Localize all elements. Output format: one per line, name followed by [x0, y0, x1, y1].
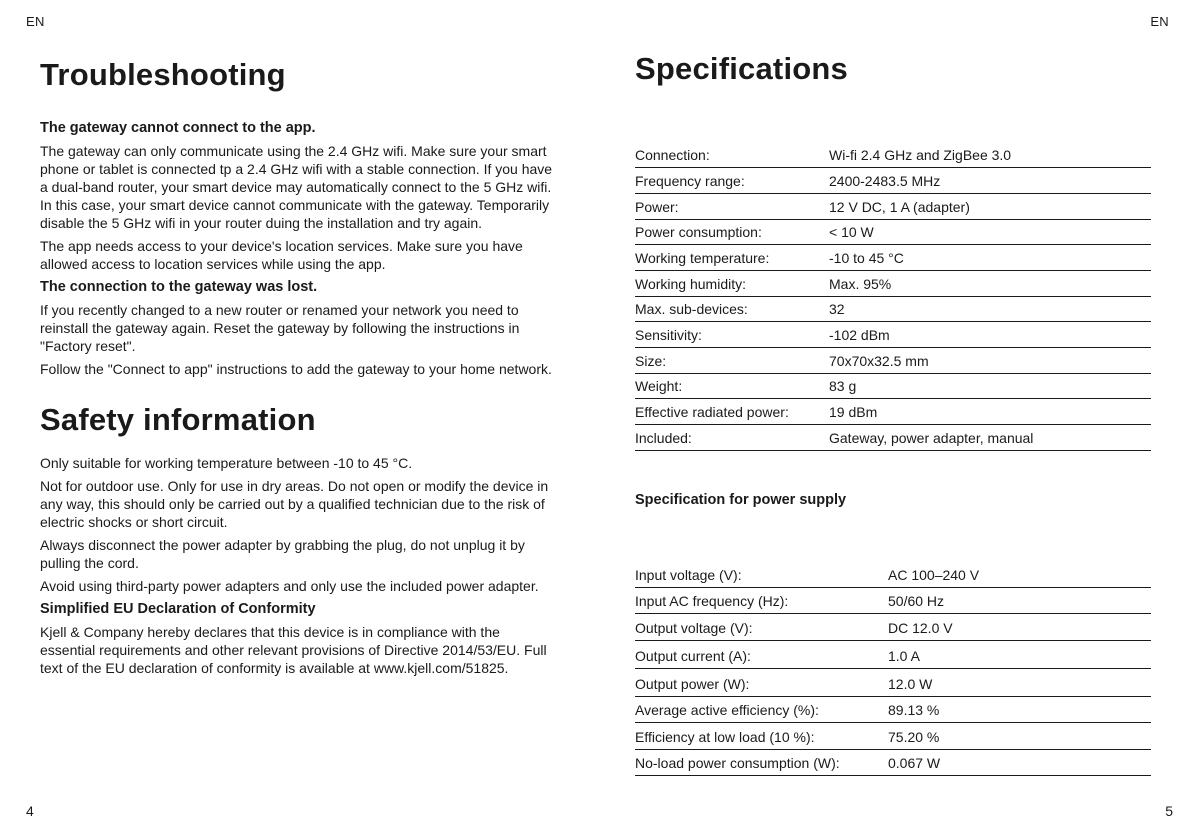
psu-value: DC 12.0 V	[888, 614, 1151, 641]
psu-value: 12.0 W	[888, 668, 1151, 696]
spec-value: < 10 W	[829, 219, 1151, 245]
psu-label: Output power (W):	[635, 668, 888, 696]
spec-value: 70x70x32.5 mm	[829, 348, 1151, 374]
psu-label: No-load power consumption (W):	[635, 749, 888, 776]
psu-label: Input AC frequency (Hz):	[635, 587, 888, 614]
table-row	[635, 373, 1151, 399]
table-row	[635, 322, 1151, 348]
spec-label: Power:	[635, 193, 829, 219]
psu-value: AC 100–240 V	[888, 561, 1151, 588]
spec-value: -10 to 45 °C	[829, 245, 1151, 271]
specifications-table	[635, 142, 1151, 451]
table-row	[635, 587, 1151, 614]
spec-label: Power consumption:	[635, 219, 829, 245]
specifications-title: Specifications	[635, 51, 848, 86]
table-row	[635, 696, 1151, 723]
table-row	[635, 348, 1151, 374]
table-row	[635, 614, 1151, 641]
psu-label: Average active efficiency (%):	[635, 696, 888, 723]
psu-value: 75.20 %	[888, 723, 1151, 750]
psu-label: Output current (A):	[635, 640, 888, 668]
table-row	[635, 219, 1151, 245]
spec-label: Connection:	[635, 142, 829, 168]
table-row	[635, 193, 1151, 219]
eu-declaration-text: Kjell & Company hereby declares that this device is in compliance with the essential requirements and other relevant provisions of Directive 2014/53/EU. Full text of the EU declaration of conformity is available at www.kjell.com/51825.	[40, 624, 547, 676]
spec-value: 83 g	[829, 373, 1151, 399]
spec-label: Max. sub-devices:	[635, 296, 829, 322]
spec-value: 2400-2483.5 MHz	[829, 168, 1151, 194]
page-number-left: 4	[26, 803, 34, 819]
safety-paragraph-1: Only suitable for working temperature between -10 to 45 °C.	[40, 455, 413, 471]
table-row	[635, 723, 1151, 750]
spec-label: Frequency range:	[635, 168, 829, 194]
spec-label: Working temperature:	[635, 245, 829, 271]
spec-value: 19 dBm	[829, 399, 1151, 425]
table-row	[635, 640, 1151, 668]
power-supply-heading: Specification for power supply	[635, 491, 847, 508]
spec-label: Weight:	[635, 373, 829, 399]
spec-label: Size:	[635, 348, 829, 374]
spec-value: 32	[829, 296, 1151, 322]
spec-value: Gateway, power adapter, manual	[829, 425, 1151, 451]
spec-label: Sensitivity:	[635, 322, 829, 348]
eu-declaration-heading: Simplified EU Declaration of Conformity	[40, 601, 316, 617]
table-row	[635, 270, 1151, 296]
psu-value: 89.13 %	[888, 696, 1151, 723]
language-code-right: EN	[1150, 14, 1169, 29]
spec-value: Wi-fi 2.4 GHz and ZigBee 3.0	[829, 142, 1151, 168]
left-page	[40, 56, 556, 682]
psu-label: Efficiency at low load (10 %):	[635, 723, 888, 750]
connection-lost-heading: The connection to the gateway was lost.	[40, 279, 318, 295]
connection-lost-paragraph-1: If you recently changed to a new router or renamed your network you need to reinstall the gateway again. Reset the gateway by following the instructions in "Factory reset".	[40, 302, 520, 354]
psu-label: Input voltage (V):	[635, 561, 888, 588]
language-code-left: EN	[26, 14, 45, 29]
spec-label: Included:	[635, 425, 829, 451]
spec-label: Effective radiated power:	[635, 399, 829, 425]
table-row	[635, 142, 1151, 168]
cannot-connect-paragraph-2: The app needs access to your device's location services. Make sure you have allowed access to location services while using the app.	[40, 238, 523, 272]
table-row	[635, 296, 1151, 322]
table-row	[635, 749, 1151, 776]
psu-label: Output voltage (V):	[635, 614, 888, 641]
safety-paragraph-3: Always disconnect the power adapter by grabbing the plug, do not unplug it by pulling the cord.	[40, 537, 525, 571]
power-supply-table	[635, 561, 1151, 777]
psu-value: 50/60 Hz	[888, 587, 1151, 614]
spec-value: 12 V DC, 1 A (adapter)	[829, 193, 1151, 219]
psu-value: 1.0 A	[888, 640, 1151, 668]
safety-paragraph-2: Not for outdoor use. Only for use in dry areas. Do not open or modify the device in any way, this should only be carried out by a qualified technician due to the risk of electric shocks or short circuit.	[40, 478, 549, 530]
table-row	[635, 399, 1151, 425]
table-row	[635, 168, 1151, 194]
table-row	[635, 561, 1151, 588]
psu-value: 0.067 W	[888, 749, 1151, 776]
spec-label: Working humidity:	[635, 270, 829, 296]
right-page	[635, 50, 1151, 776]
page-number-right: 5	[1165, 803, 1173, 819]
cannot-connect-heading: The gateway cannot connect to the app.	[40, 120, 316, 136]
spec-value: Max. 95%	[829, 270, 1151, 296]
connection-lost-paragraph-2: Follow the "Connect to app" instructions to add the gateway to your home network.	[40, 361, 552, 377]
safety-paragraph-4: Avoid using third-party power adapters and only use the included power adapter.	[40, 578, 539, 594]
spec-value: -102 dBm	[829, 322, 1151, 348]
cannot-connect-paragraph-1: The gateway can only communicate using the 2.4 GHz wifi. Make sure your smart phone or tablet is connected tp a 2.4 GHz wifi with a stable connection. If you have a dual-band router, your smart device may automatically connect to the 5 GHz wifi. In this case, your smart device cannot communicate with the gateway. Temporarily disable the 5 GHz wifi in your router duing the installation and try again.	[40, 143, 553, 231]
table-row	[635, 245, 1151, 271]
table-row	[635, 425, 1151, 451]
troubleshooting-title: Troubleshooting	[40, 57, 286, 92]
table-row	[635, 668, 1151, 696]
safety-title: Safety information	[40, 402, 316, 437]
